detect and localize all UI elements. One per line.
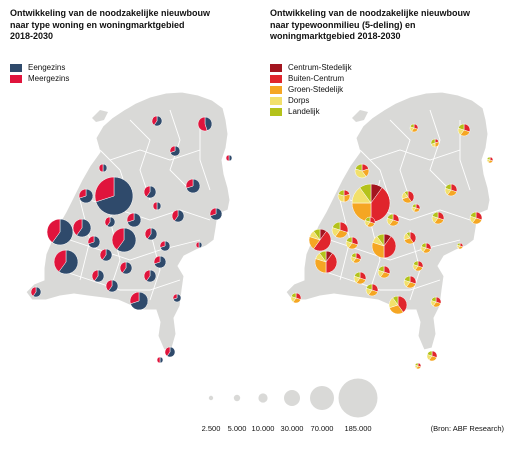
left-pie-chart-slice [160, 357, 163, 363]
left-pie-chart-slice [199, 242, 202, 248]
left-pie-chart [160, 241, 170, 251]
size-legend-circle [209, 396, 213, 400]
size-label: 2.500 [201, 424, 221, 433]
left-pie-chart [106, 280, 118, 292]
left-pie-chart [210, 208, 222, 220]
left-pie-chart [127, 213, 141, 227]
left-pie-chart [196, 242, 202, 248]
legend-label: Landelijk [288, 106, 320, 116]
left-pie-chart [144, 270, 156, 282]
left-pie-chart [95, 177, 133, 215]
right-pie-chart [354, 272, 366, 284]
left-pie-chart [226, 155, 232, 161]
right-pie-chart [346, 237, 358, 249]
right-pie-chart [431, 297, 441, 307]
left-pie-chart [153, 202, 161, 210]
left-pie-chart [130, 292, 148, 310]
left-pie-chart-slice [229, 155, 232, 161]
right-pie-chart [415, 363, 421, 369]
left-pie-chart [112, 228, 136, 252]
left-pie-chart [92, 270, 104, 282]
right-pie-chart [351, 253, 361, 263]
right-pie-chart [404, 232, 416, 244]
left-pie-chart-slice [226, 155, 229, 161]
right-pie-chart [421, 243, 431, 253]
left-pie-chart [105, 217, 115, 227]
left-pie-chart [198, 117, 212, 131]
size-label: 185.000 [344, 424, 372, 433]
legend-label: Groen-Stedelijk [288, 84, 344, 94]
right-pie-chart [389, 296, 407, 314]
size-legend-circle [234, 395, 240, 401]
size-legend-circle [339, 379, 378, 418]
right-pie-chart [366, 284, 378, 296]
left-pie-chart [100, 249, 112, 261]
right-pie-chart [432, 212, 444, 224]
right-pie-chart [457, 243, 463, 249]
size-legend-circle [284, 390, 300, 406]
right-pie-chart [378, 266, 390, 278]
left-pie-chart [79, 189, 93, 203]
left-pie-chart [47, 219, 73, 245]
left-pie-chart [170, 146, 180, 156]
right-pie-chart [352, 184, 390, 222]
right-pie-chart [387, 214, 399, 226]
size-legend-circle [310, 386, 334, 410]
left-pie-chart [144, 186, 156, 198]
left-pie-chart [120, 262, 132, 274]
left-pie-chart [31, 287, 41, 297]
left-pie-chart [152, 116, 162, 126]
right-pie-chart [431, 139, 439, 147]
size-legend-circle [258, 393, 267, 402]
left-pie-chart-slice [196, 242, 199, 248]
right-pie-chart [412, 204, 420, 212]
right-pie-chart [445, 184, 457, 196]
left-pie-chart [186, 179, 200, 193]
legend-label: Centrum-Stedelijk [288, 62, 352, 72]
left-pie-chart [154, 256, 166, 268]
left-pie-chart-slice [157, 357, 160, 363]
right-pie-chart [365, 217, 375, 227]
legend-label: Dorps [288, 95, 310, 105]
right-wadden-islands [352, 110, 368, 122]
size-label: 30.000 [280, 424, 304, 433]
left-pie-chart [145, 228, 157, 240]
legend-label: Buiten-Centrum [288, 73, 345, 83]
right-pie-chart [413, 261, 423, 271]
right-pie-chart [427, 351, 437, 361]
legend-label: Eengezins [28, 62, 66, 72]
left-pie-chart [165, 347, 175, 357]
left-map-title: Ontwikkeling van de noodzakelijke nieuwbouw naar type woning en woningmarktgebied 2018-2030 [10, 8, 211, 41]
left-pie-chart [157, 357, 163, 363]
right-pie-chart [470, 212, 482, 224]
size-label: 10.000 [251, 424, 275, 433]
size-label: 70.000 [310, 424, 334, 433]
right-pie-chart [458, 124, 470, 136]
right-pie-chart [372, 234, 396, 258]
left-pie-chart [54, 250, 78, 274]
left-wadden-islands [92, 110, 108, 122]
right-pie-chart [332, 222, 348, 238]
source-note: (Bron: ABF Research) [430, 424, 504, 433]
left-pie-chart [88, 236, 100, 248]
left-pie-chart [73, 219, 91, 237]
right-map-title: Ontwikkeling van de noodzakelijke nieuwbouw naar typewoonmilieu (5-deling) en woningmarktgebied 2018-2030 [270, 8, 471, 41]
right-pie-chart [338, 190, 350, 202]
right-pie-chart [410, 124, 418, 132]
right-pie-chart [355, 164, 369, 178]
right-pie-chart [402, 191, 414, 203]
left-pie-chart [172, 210, 184, 222]
left-pie-chart [99, 164, 107, 172]
right-pie-chart [404, 276, 416, 288]
right-pie-chart [291, 293, 301, 303]
size-label: 5.000 [227, 424, 247, 433]
left-pie-chart [173, 294, 181, 302]
legend-label: Meergezins [28, 73, 70, 83]
right-pie-chart [315, 251, 337, 273]
right-pie-chart [487, 157, 493, 163]
right-pie-chart [309, 229, 331, 251]
